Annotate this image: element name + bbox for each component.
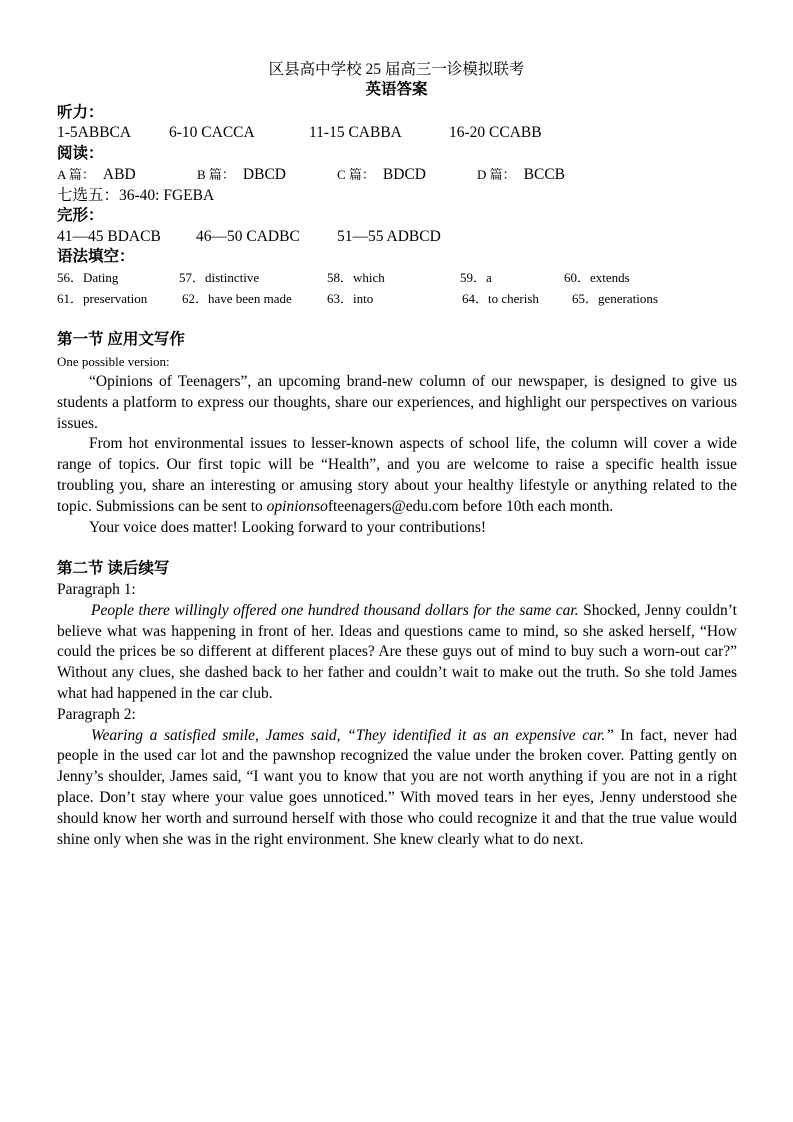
grammar-answer-60: 60．extends <box>564 270 630 285</box>
listening-answers-1: 1-5ABBCA <box>57 124 132 141</box>
section1-note: One possible version: <box>57 354 170 369</box>
cloze-answers-3: 51—55 ADBCD <box>337 228 441 245</box>
listening-answers-2: 6-10 CACCA <box>169 124 255 141</box>
paragraph-2-label: Paragraph 2: <box>57 705 136 723</box>
cloze-answers-1: 41—45 BDACB <box>57 228 161 245</box>
grammar-answer-62: 62．have been made <box>182 291 292 306</box>
reading-heading: 阅读： <box>57 145 104 162</box>
cloze-heading: 完形： <box>57 207 104 224</box>
section1-paragraph-2-text: From hot environmental issues to lesser-known aspects of school life, the column will cover a wide range of topics. Our first topic will be “Health”, and you are welcome to raise a specific health issue troubling you, share an interesting or amusing story about your healthy lifestyle or anything related to the topic. Submissions can be sent to <box>57 435 737 515</box>
continuation-paragraph-2 <box>57 726 737 851</box>
paragraph-1-label: Paragraph 1: <box>57 581 136 598</box>
grammar-answer-58: 58．which <box>327 270 385 285</box>
passage-label: C 篇： <box>337 167 375 182</box>
grammar-answer-63: 63．into <box>327 291 374 306</box>
section1-paragraph-3: Your voice does matter! Looking forward to your contributions! <box>89 518 487 536</box>
passage-answer: ABD <box>102 166 136 183</box>
listening-heading: 听力： <box>57 104 104 121</box>
paragraph-2-lead: Wearing a satisfied smile, James said, “They identified it as an expensive car.” <box>91 726 614 744</box>
grammar-answer-59: 59．a <box>460 270 492 285</box>
section1-heading: 第一节 应用文写作 <box>57 331 185 348</box>
continuation-paragraph-1 <box>57 601 737 705</box>
section1-paragraph-2 <box>57 434 737 517</box>
section1-body <box>57 372 737 538</box>
seven-choose-five-answers: 七选五：36-40: FGEBA <box>57 187 215 204</box>
paragraph-2-text: In fact, never had people in the used car lot and the pawnshop recognized the value under the broken cover. Patting gently on Jenny’s shoulder, James said, “I want you to know that you are not worth anything if you are not in a right place. Don’t stay where your value goes unnoticed.” With moved tears in her eyes, Jenny understood she should know her worth and surround herself with those who could recognize it and that the true value would shine only when she was in the right environment. She knew clearly what to do next. <box>57 726 737 848</box>
passage-label: A 篇： <box>57 167 95 182</box>
reading-passage-b <box>197 165 286 185</box>
reading-passage-c <box>337 165 426 185</box>
section2-body <box>57 580 737 850</box>
document-title: 区县高中学校 25 届高三一诊模拟联考 <box>268 61 525 78</box>
grammar-answer-61: 61．preservation <box>57 291 148 306</box>
section2-heading: 第二节 读后续写 <box>57 560 170 577</box>
cloze-answers-2: 46—50 CADBC <box>196 228 300 245</box>
grammar-answer-57: 57．distinctive <box>179 270 260 285</box>
section1-paragraph-1: “Opinions of Teenagers”, an upcoming brand-new column of our newspaper, is designed to give us students a platform to express our thoughts, share our experiences, and highlight our perspectives on various issues. <box>57 373 737 432</box>
email-rest: fteenagers@edu.com before 10th each month. <box>327 497 614 515</box>
listening-answers-4: 16-20 CCABB <box>449 124 542 141</box>
paragraph-1-text: Shocked, Jenny couldn’t believe what was happening in front of her. Ideas and questions came to mind, so she asked herself, “How could the prices be so different at different places? Are these guys out of mind to buy such a worn-out car?” Without any clues, she dashed back to her father and couldn’t wait to make out the truth. So she told James what had happened in the car club. <box>57 601 737 702</box>
grammar-answer-65: 65．generations <box>572 291 658 306</box>
email-italic-part: opinionso <box>266 497 328 515</box>
grammar-heading: 语法填空： <box>57 248 135 265</box>
grammar-answer-56: 56．Dating <box>57 270 119 285</box>
grammar-answer-64: 64．to cherish <box>462 291 539 306</box>
passage-label: D 篇： <box>477 167 516 182</box>
passage-answer: BDCD <box>382 166 426 183</box>
passage-answer: DBCD <box>242 166 286 183</box>
reading-passage-a <box>57 165 136 185</box>
reading-passage-d <box>477 165 565 185</box>
document-subtitle: 英语答案 <box>365 81 428 98</box>
paragraph-1-lead: People there willingly offered one hundred thousand dollars for the same car. <box>91 601 579 619</box>
passage-label: B 篇： <box>197 167 235 182</box>
listening-answers-3: 11-15 CABBA <box>309 124 402 141</box>
passage-answer: BCCB <box>523 166 565 183</box>
